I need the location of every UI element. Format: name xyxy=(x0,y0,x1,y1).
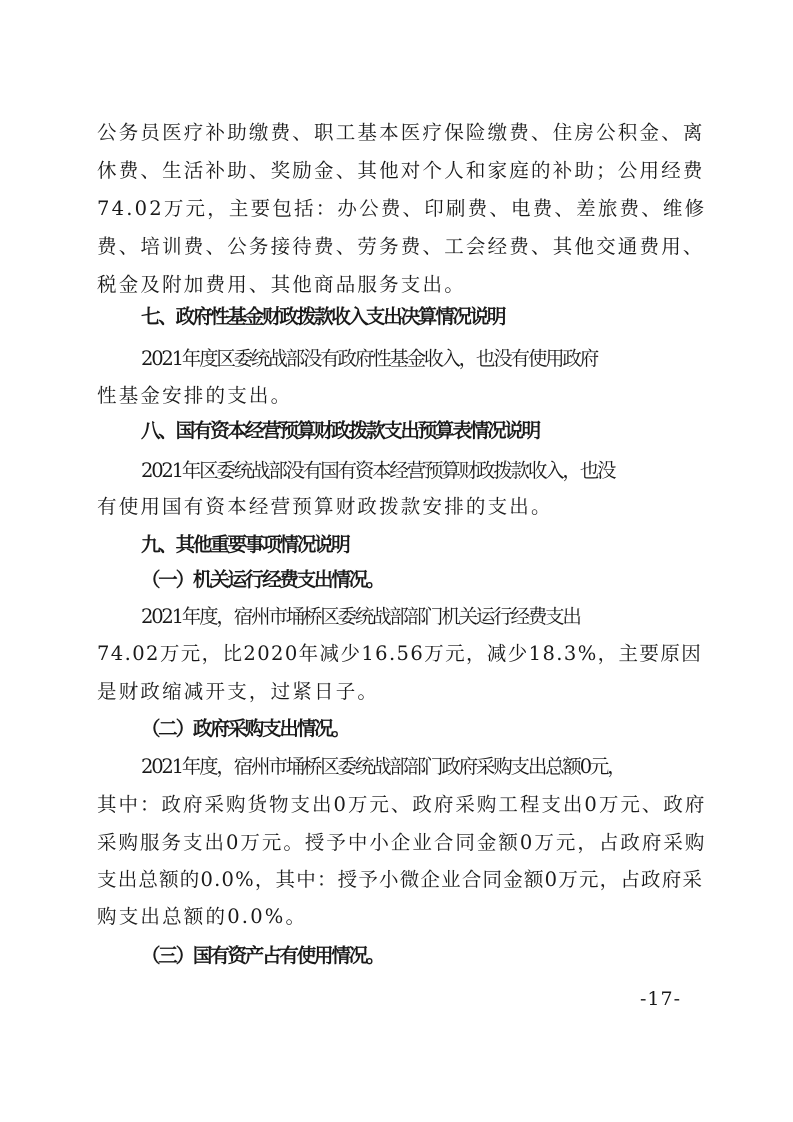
paragraph-line: 2021年度，宿州市埇桥区委统战部部门政府采购支出总额0元， xyxy=(141,755,625,778)
paragraph-line: 2021年度区委统战部没有政府性基金收入，也没有使用政府 xyxy=(141,347,598,370)
paragraph-line: 采购服务支出0万元。授予中小企业合同金额0万元，占政府采购 xyxy=(97,831,707,854)
subsection-heading-2: （二）政府采购支出情况。 xyxy=(141,717,349,740)
paragraph-line: 支出总额的0.0%，其中：授予小微企业合同金额0万元，占政府采 xyxy=(97,868,704,891)
paragraph-line: 税金及附加费用、其他商品服务支出。 xyxy=(97,273,466,296)
subsection-heading-1: （一）机关运行经费支出情况。 xyxy=(141,568,384,591)
paragraph-line: 是财政缩减开支，过紧日子。 xyxy=(97,680,380,703)
paragraph-line: 2021年区委统战部没有国有资本经营预算财政拨款收入，也没 xyxy=(141,459,615,482)
paragraph-line: 公务员医疗补助缴费、职工基本医疗保险缴费、住房公积金、离 xyxy=(97,121,705,144)
paragraph-line: 购支出总额的0.0%。 xyxy=(97,905,308,928)
paragraph-line: 74.02万元，主要包括：办公费、印刷费、电费、差旅费、维修 xyxy=(97,197,707,220)
paragraph-line: 其中：政府采购货物支出0万元、政府采购工程支出0万元、政府 xyxy=(97,793,707,816)
section-heading-7: 七、政府性基金财政拨款收入支出决算情况说明 xyxy=(141,305,505,328)
subsection-heading-3: （三）国有资产占有使用情况。 xyxy=(141,944,384,967)
paragraph-line: 休费、生活补助、奖励金、其他对个人和家庭的补助；公用经费 xyxy=(97,159,705,182)
paragraph-line: 74.02万元，比2020年减少16.56万元，减少18.3%，主要原因 xyxy=(97,642,703,665)
paragraph-line: 性基金安排的支出。 xyxy=(97,384,293,407)
paragraph-line: 费、培训费、公务接待费、劳务费、工会经费、其他交通费用、 xyxy=(97,235,705,258)
paragraph-line: 2021年度，宿州市埇桥区委统战部部门机关运行经费支出 xyxy=(141,605,580,628)
page-number: -17- xyxy=(640,988,682,1010)
paragraph-line: 有使用国有资本经营预算财政拨款安排的支出。 xyxy=(97,495,553,518)
section-heading-8: 八、国有资本经营预算财政拨款支出预算表情况说明 xyxy=(141,419,539,442)
section-heading-9: 九、其他重要事项情况说明 xyxy=(141,533,349,556)
